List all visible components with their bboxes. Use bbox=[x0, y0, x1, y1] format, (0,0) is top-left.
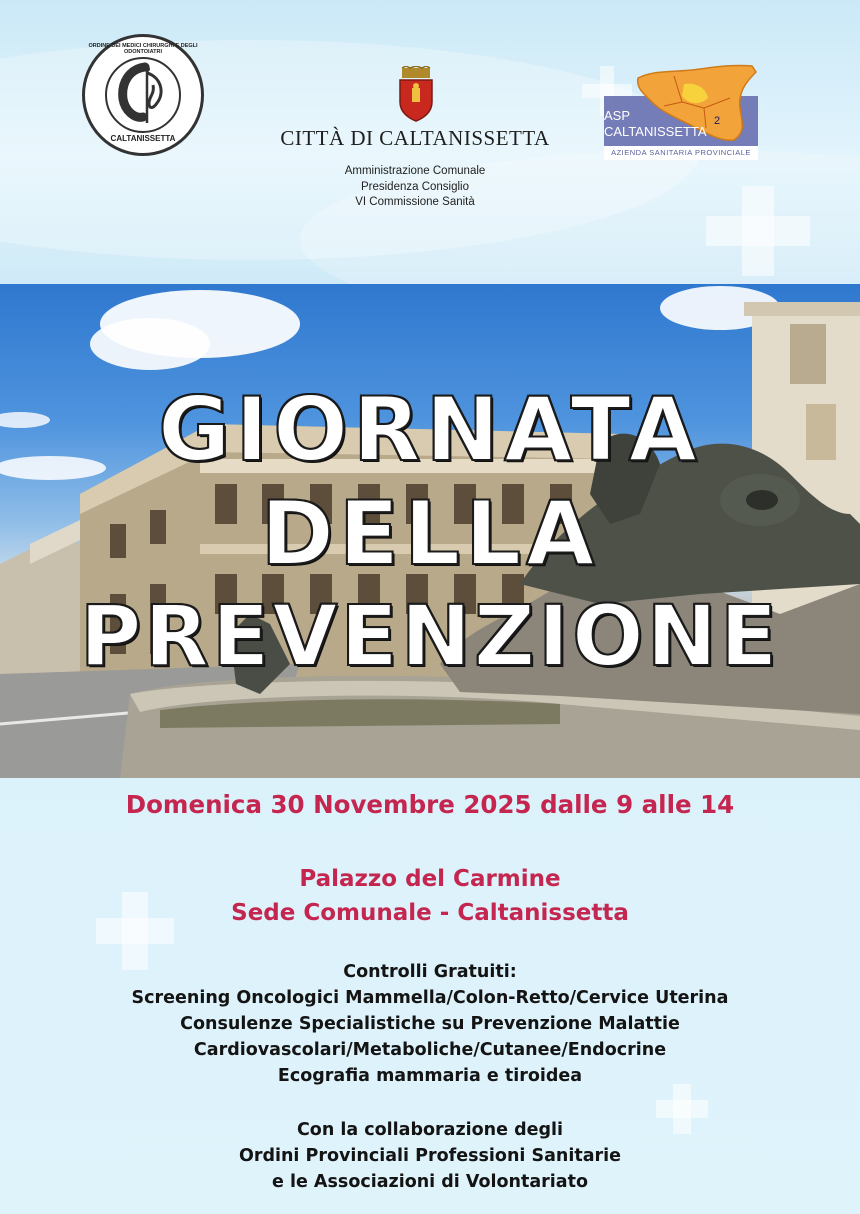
collaboration-line: e le Associazioni di Volontariato bbox=[272, 1172, 588, 1192]
asp-line-1: ASP bbox=[604, 108, 631, 123]
asp-subtitle: AZIENDA SANITARIA PROVINCIALE bbox=[604, 146, 758, 160]
service-item: Ecografia mammaria e tiroidea bbox=[277, 1066, 583, 1086]
service-item: Cardiovascolari/Metaboliche/Cutanee/Endocrine bbox=[193, 1040, 667, 1060]
services-heading: Controlli Gratuiti: bbox=[343, 962, 517, 982]
city-crest-icon bbox=[396, 66, 436, 122]
administration-lines bbox=[300, 164, 530, 211]
service-item: Screening Oncologici Mammella/Colon-Retto/Cervice Uterina bbox=[131, 988, 729, 1008]
hero-title-line: PREVENZIONE bbox=[79, 587, 781, 685]
caduceus-icon bbox=[105, 57, 181, 133]
hero-photo bbox=[0, 284, 860, 778]
hero-title-line: GIORNATA bbox=[158, 378, 702, 481]
seal-ring-text: ORDINE DEI MEDICI CHIRURGHI E DEGLI ODONTOIATRI bbox=[88, 43, 198, 55]
ordine-medici-seal-logo bbox=[82, 34, 204, 156]
city-name: CITTÀ DI CALTANISSETTA bbox=[280, 126, 550, 150]
admin-line: Amministrazione Comunale bbox=[344, 165, 486, 177]
map-number: 2 bbox=[714, 115, 721, 127]
venue-location: Sede Comunale - Caltanissetta bbox=[231, 900, 629, 926]
event-date: Domenica 30 Novembre 2025 dalle 9 alle 14 bbox=[125, 790, 735, 819]
collaboration-line: Con la collaborazione degli bbox=[296, 1120, 564, 1140]
asp-line-2: CALTANISSETTA bbox=[604, 124, 707, 139]
seal-bottom-text: CALTANISSETTA bbox=[110, 134, 176, 143]
hero-title-line: DELLA bbox=[260, 482, 600, 585]
admin-line: Presidenza Consiglio bbox=[360, 180, 470, 193]
asp-title bbox=[604, 108, 707, 140]
venue-name: Palazzo del Carmine bbox=[299, 866, 561, 892]
service-item: Consulenze Specialistiche su Prevenzione Malattie bbox=[180, 1014, 680, 1034]
poster-header bbox=[0, 0, 860, 284]
admin-line: VI Commissione Sanità bbox=[355, 196, 475, 208]
collaboration-line: Ordini Provinciali Professioni Sanitarie bbox=[238, 1146, 622, 1166]
